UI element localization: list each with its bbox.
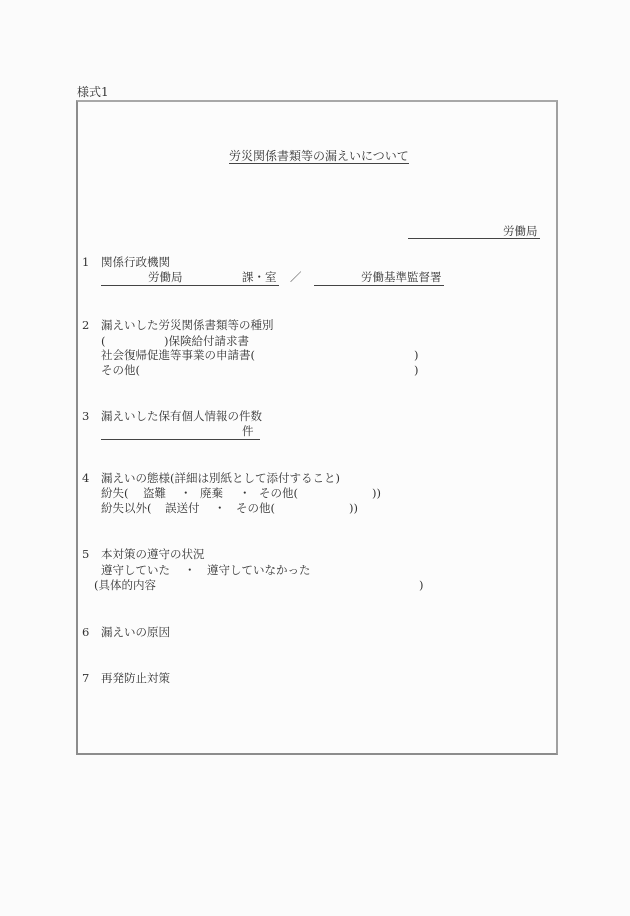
non-loss-close: )) [349,501,358,515]
insurance-type-open: ( [101,334,106,348]
cause-field[interactable] [101,643,541,669]
bureau-name-field[interactable] [101,285,211,286]
option-non-loss-other[interactable]: その他( [236,501,275,515]
section-7-heading: 再発防止対策 [101,671,170,685]
loss-other-field[interactable] [304,485,370,501]
separator-dot: ・ [214,501,226,515]
section-1-number: 1 [82,255,90,269]
option-complied[interactable]: 遵守していた [101,563,170,577]
section-5-number: 5 [82,547,90,561]
division-label: 課・室 [242,270,277,284]
section-6-number: 6 [82,625,90,639]
record-count-unit: 件 [242,424,254,438]
section-2-number: 2 [82,318,90,332]
option-loss-other[interactable]: その他( [259,486,298,500]
division-field[interactable] [211,285,279,286]
form-label: 様式1 [77,85,109,99]
section-2-heading: 漏えいした労災関係書類等の種別 [101,318,274,332]
non-loss-label: 紛失以外( [101,501,152,515]
loss-label: 紛失( [101,486,129,500]
section-4-heading: 漏えいの態様(詳細は別紙として添付すること) [101,471,340,485]
rehab-application-field[interactable] [262,347,412,363]
labour-office-label: 労働基準監督署 [361,270,442,284]
section-6-heading: 漏えいの原因 [101,625,170,639]
details-label: (具体的内容 [94,578,156,592]
section-3-heading: 漏えいした保有個人情報の件数 [101,409,262,423]
rehab-application-label: 社会復帰促進等事業の申請書( [101,348,255,362]
labour-bureau-suffix: 労働局 [503,224,538,238]
separator-dot: ・ [180,486,192,500]
separator-dot: ・ [239,486,251,500]
section-5-heading: 本対策の遵守の状況 [101,547,205,561]
document-title: 労災関係書類等の漏えいについて [229,149,409,163]
prevention-measures-field[interactable] [101,690,541,745]
option-disposal[interactable]: 廃棄 [200,486,223,500]
details-close: ) [419,578,424,592]
other-type-field[interactable] [145,362,411,378]
separator-dot: ・ [184,563,196,577]
details-field[interactable] [165,577,415,593]
section-3-number: 3 [82,409,90,423]
other-type-label: その他( [101,363,140,377]
labour-bureau-field[interactable] [408,238,540,239]
non-loss-other-field[interactable] [281,500,347,516]
option-not-complied[interactable]: 遵守していなかった [207,563,311,577]
other-type-close: ) [414,363,419,377]
section-7-number: 7 [82,671,90,685]
rehab-application-close: ) [414,348,419,362]
option-theft[interactable]: 盗難 [143,486,166,500]
record-count-field[interactable] [101,439,260,440]
option-misdelivery[interactable]: 誤送付 [165,501,200,515]
loss-close: )) [372,486,381,500]
labour-office-field[interactable] [314,285,444,286]
bureau-label: 労働局 [148,270,183,284]
section-1-heading: 関係行政機関 [101,255,170,269]
insurance-type-field[interactable] [112,333,164,349]
separator-slash: ／ [290,270,302,284]
section-4-number: 4 [82,471,90,485]
insurance-claim-label: )保険給付請求書 [164,334,249,348]
